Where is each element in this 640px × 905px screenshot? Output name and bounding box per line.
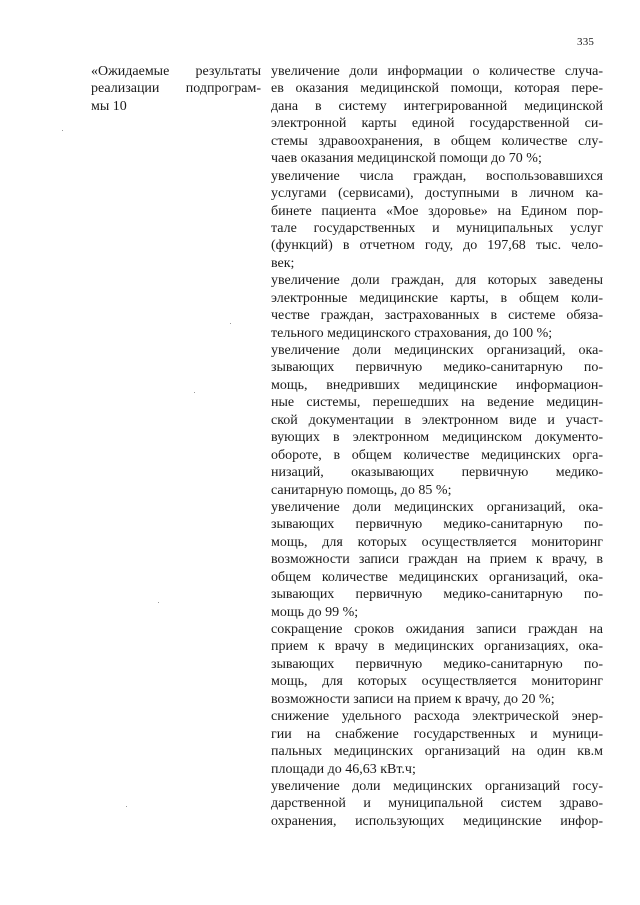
text-line: площади до 46,63 кВт.ч;: [271, 761, 416, 777]
text-line: мощь до 99 %;: [271, 604, 359, 620]
text-line: дана в систему интегрированной медицинской: [271, 98, 603, 114]
text-line: электронные медицинские карты, в общем коли-: [271, 290, 603, 306]
scan-speck: [194, 392, 195, 393]
text-line: санитарную помощь, до 85 %;: [271, 482, 452, 498]
text-line: гии на снабжение государственных и муници-: [271, 726, 603, 742]
text-line: сокращение сроков ожидания записи граждан на: [271, 622, 603, 637]
text-line: увеличение доли граждан, для которых заведены: [271, 273, 603, 289]
text-line: честве граждан, застрахованных в системе обяза-: [271, 308, 603, 324]
text-line: обороте, в общем количестве медицинских орга-: [271, 447, 603, 463]
text-line: электронной карты единой государственной си-: [271, 116, 603, 132]
text-line: дарственной и муниципальной систем здраво-: [271, 796, 603, 812]
text-line: увеличение доли медицинских организаций, ока-: [271, 499, 603, 515]
scan-speck: [158, 602, 159, 603]
scan-speck: [230, 323, 231, 324]
text-line: вующих в электронном медицинском документо-: [271, 430, 603, 446]
text-line: тельного медицинского страхования, до 100 %;: [271, 325, 553, 341]
text-line: мощь, для которых осуществляется мониторинг: [271, 534, 603, 550]
text-line: ные системы, перешедших на ведение медицин-: [271, 395, 603, 411]
text-line: снижение удельного расхода электрической энер-: [271, 709, 603, 725]
text-line: тале государственных и муниципальных услуг: [271, 220, 603, 236]
expected-results-text: [271, 63, 603, 830]
text-line: бинете пациента «Мое здоровье» на Едином пор-: [271, 203, 603, 219]
text-line: охранения, использующих медицинские инфор-: [271, 813, 603, 829]
heading-line: мы 10: [91, 98, 127, 114]
text-line: увеличение доли медицинских организаций, ока-: [271, 343, 603, 358]
text-line: возможности записи граждан на прием к врачу, в: [271, 552, 603, 568]
text-line: низаций, оказывающих первичную медико-: [271, 465, 603, 481]
text-line: ев оказания медицинской помощи, которая пере-: [271, 81, 603, 97]
scan-speck: [62, 130, 63, 131]
text-line: увеличение числа граждан, воспользовавшихся: [271, 168, 603, 184]
text-line: увеличение доли медицинских организаций госу-: [271, 778, 603, 794]
text-line: ской документации в электронном виде и участ-: [271, 412, 603, 428]
text-line: чаев оказания медицинской помощи до 70 %;: [271, 151, 542, 167]
text-line: зывающих первичную медико-санитарную по-: [271, 360, 603, 376]
text-line: возможности записи на прием к врачу, до 20 %;: [271, 691, 555, 707]
page-number: 335: [577, 36, 595, 48]
text-line: стемы здравоохранения, в общем количестве слу-: [271, 133, 603, 149]
text-line: век;: [271, 255, 295, 271]
text-line: зывающих первичную медико-санитарную по-: [271, 517, 603, 533]
text-line: общем количестве медицинских организаций, ока-: [271, 569, 603, 585]
text-line: мощь, для которых осуществляется мониторинг: [271, 674, 603, 690]
text-line: зывающих первичную медико-санитарную по-: [271, 656, 603, 672]
heading-line: «Ожидаемые результаты: [91, 64, 261, 79]
scan-speck: [126, 806, 127, 807]
text-line: увеличение доли информации о количестве случа-: [271, 64, 603, 79]
text-line: услугами (сервисами), доступными в личном ка-: [271, 186, 603, 202]
text-line: прием к врачу в медицинских организациях, ока-: [271, 639, 603, 655]
text-line: мощь, внедривших медицинские информацион-: [271, 377, 603, 393]
text-line: зывающих первичную медико-санитарную по-: [271, 587, 603, 603]
heading-line: реализации подпрограм-: [91, 81, 261, 97]
text-line: пальных медицинских организаций на один кв.м: [271, 744, 603, 760]
text-line: (функций) в отчетном году, до 197,68 тыс. чело-: [271, 238, 603, 254]
section-heading: [91, 63, 261, 115]
